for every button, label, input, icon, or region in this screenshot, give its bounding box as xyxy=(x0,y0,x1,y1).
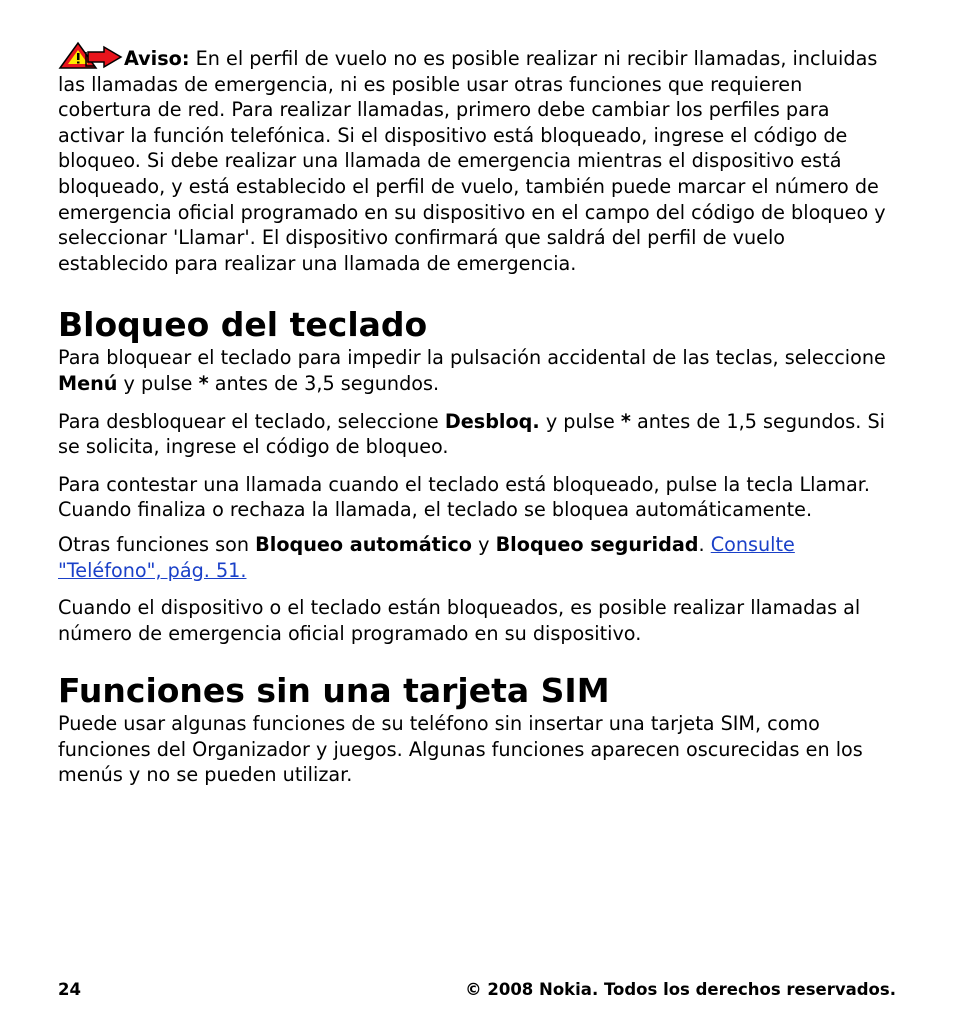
security-lock-keyword: Bloqueo seguridad xyxy=(495,532,699,556)
no-sim-paragraph: Puede usar algunas funciones de su teléfono sin insertar una tarjeta SIM, como funciones del Organizador y juegos. Algunas funciones aparecen oscurecidas en los menús y no se pueden utilizar. xyxy=(58,712,863,787)
other-functions-paragraph xyxy=(58,532,900,583)
warning-hand-icon xyxy=(58,40,124,70)
warning-paragraph xyxy=(58,46,900,276)
menu-keyword: Menú xyxy=(58,371,118,395)
keypad-unlock-paragraph xyxy=(58,409,900,460)
text: . xyxy=(698,532,711,556)
star-key: * xyxy=(198,371,209,395)
star-key: * xyxy=(620,409,631,433)
answer-call-paragraph: Para contestar una llamada cuando el teclado está bloqueado, pulse la tecla Llamar. Cuando finaliza o rechaza la llamada, el teclado se bloquea automáticamente. xyxy=(58,472,870,522)
telefono-reference-link[interactable]: Consulte "Teléfono", pág. 51. xyxy=(58,532,795,582)
page-content xyxy=(58,46,900,788)
text: y pulse xyxy=(539,409,621,433)
text: Para bloquear el teclado para impedir la pulsación accidental de las teclas, seleccione xyxy=(58,346,886,370)
text: y pulse xyxy=(117,371,199,395)
page-number: 24 xyxy=(58,980,81,999)
unlock-keyword: Desbloq. xyxy=(444,409,540,433)
keypad-lock-paragraph xyxy=(58,345,900,396)
text: antes de 1,5 segundos. Si se solicita, ingrese el código de bloqueo. xyxy=(58,409,885,459)
text: Para desbloquear el teclado, seleccione xyxy=(58,409,445,433)
text: Otras funciones son xyxy=(58,532,256,556)
page-footer xyxy=(58,978,896,1002)
warning-text: En el perfil de vuelo no es posible realizar ni recibir llamadas, incluidas las llamadas de emergencia, ni es posible usar otras funciones que requieren cobertura de red. Para realizar llamadas, primero debe cambiar los perfiles para activar la función telefónica. Si el dispositivo está bloqueado, ingrese el código de bloqueo. Si debe realizar una llamada de emergencia mientras el dispositivo está bloqueado, y está establecido el perfil de vuelo, también puede marcar el número de emergencia oficial programado en su dispositivo en el campo del código de bloqueo y seleccionar 'Llamar'. El dispositivo confirmará que saldrá del perfil de vuelo establecido para realizar una llamada de emergencia. xyxy=(58,47,886,275)
heading-keypad-lock: Bloqueo del teclado xyxy=(58,305,428,345)
copyright: © 2008 Nokia. Todos los derechos reservados. xyxy=(465,980,896,999)
text: y xyxy=(472,532,496,556)
auto-lock-keyword: Bloqueo automático xyxy=(255,532,472,556)
heading-no-sim: Funciones sin una tarjeta SIM xyxy=(58,671,610,711)
emergency-paragraph: Cuando el dispositivo o el teclado están bloqueados, es posible realizar llamadas al número de emergencia oficial programado en su dispositivo. xyxy=(58,596,861,645)
warning-label: Aviso: xyxy=(124,47,190,70)
text: antes de 3,5 segundos. xyxy=(208,371,440,395)
